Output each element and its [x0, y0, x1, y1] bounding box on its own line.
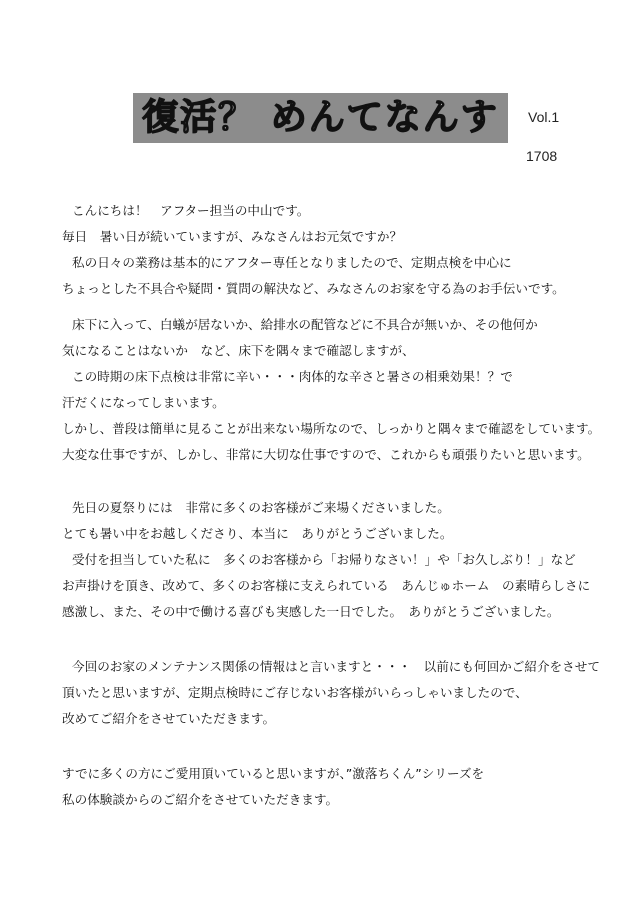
text-line: 気になることはないか など、床下を隅々まで確認しますが、 — [62, 343, 415, 358]
text-line: 床下に入って、白蟻が居ないか、給排水の配管などに不具合が無いか、その他何か — [72, 317, 538, 332]
text-line: 今回のお家のメンテナンス関係の情報はと言いますと・・・ 以前にも何回かご紹介をさせて — [72, 659, 600, 674]
page-title: 復活？ めんてなんす — [142, 97, 499, 138]
text-line: 大変な仕事ですが、しかし、非常に大切な仕事ですので、これからも頑張りたいと思います。 — [62, 447, 590, 462]
text-line: しかし、普段は簡単に見ることが出来ない場所なので、しっかりと隅々まで確認をしています。 — [62, 421, 601, 436]
text-line: 改めてご紹介をさせていただきます。 — [62, 711, 276, 726]
volume-label: Vol.1 — [528, 109, 560, 125]
text-line: お声掛けを頂き、改めて、多くのお客様に支えられている あんじゅホーム の素晴らしさに — [62, 578, 591, 593]
text-line: 頂いたと思いますが、定期点検時にご存じないお客様がいらっしゃいましたので、 — [62, 685, 528, 700]
text-line: この時期の床下点検は非常に辛い・・・肉体的な辛さと暑さの相乗効果！？で — [72, 369, 513, 384]
text-line: 汗だくになってしまいます。 — [62, 395, 225, 410]
issue-number: 1708 — [526, 148, 558, 164]
text-line: 先日の夏祭りには 非常に多くのお客様がご来場くださいました。 — [72, 500, 450, 515]
text-line: とても暑い中をお越しくださり、本当に ありがとうございました。 — [62, 526, 453, 541]
text-line: 感激し、また、その中で働ける喜びも実感した一日でした。 ありがとうございました。 — [62, 604, 560, 619]
text-line: ちょっとした不具合や疑問・質問の解決など、みなさんのお家を守る為のお手伝いです。 — [62, 281, 565, 296]
text-line: 毎日 暑い日が続いていますが、みなさんはお元気ですか？ — [62, 229, 403, 244]
text-line: 受付を担当していた私に 多くのお客様から「お帰りなさい！」や「お久しぶり！」など — [72, 552, 576, 567]
text-line: 私の体験談からのご紹介をさせていただきます。 — [62, 792, 339, 807]
text-line: 私の日々の業務は基本的にアフター専任となりましたので、定期点検を中心に — [72, 255, 512, 270]
text-line: こんにちは！ アフター担当の中山です。 — [72, 203, 310, 218]
text-line: すでに多くの方にご愛用頂いていると思いますが、”激落ちくん”シリーズを — [62, 766, 485, 781]
